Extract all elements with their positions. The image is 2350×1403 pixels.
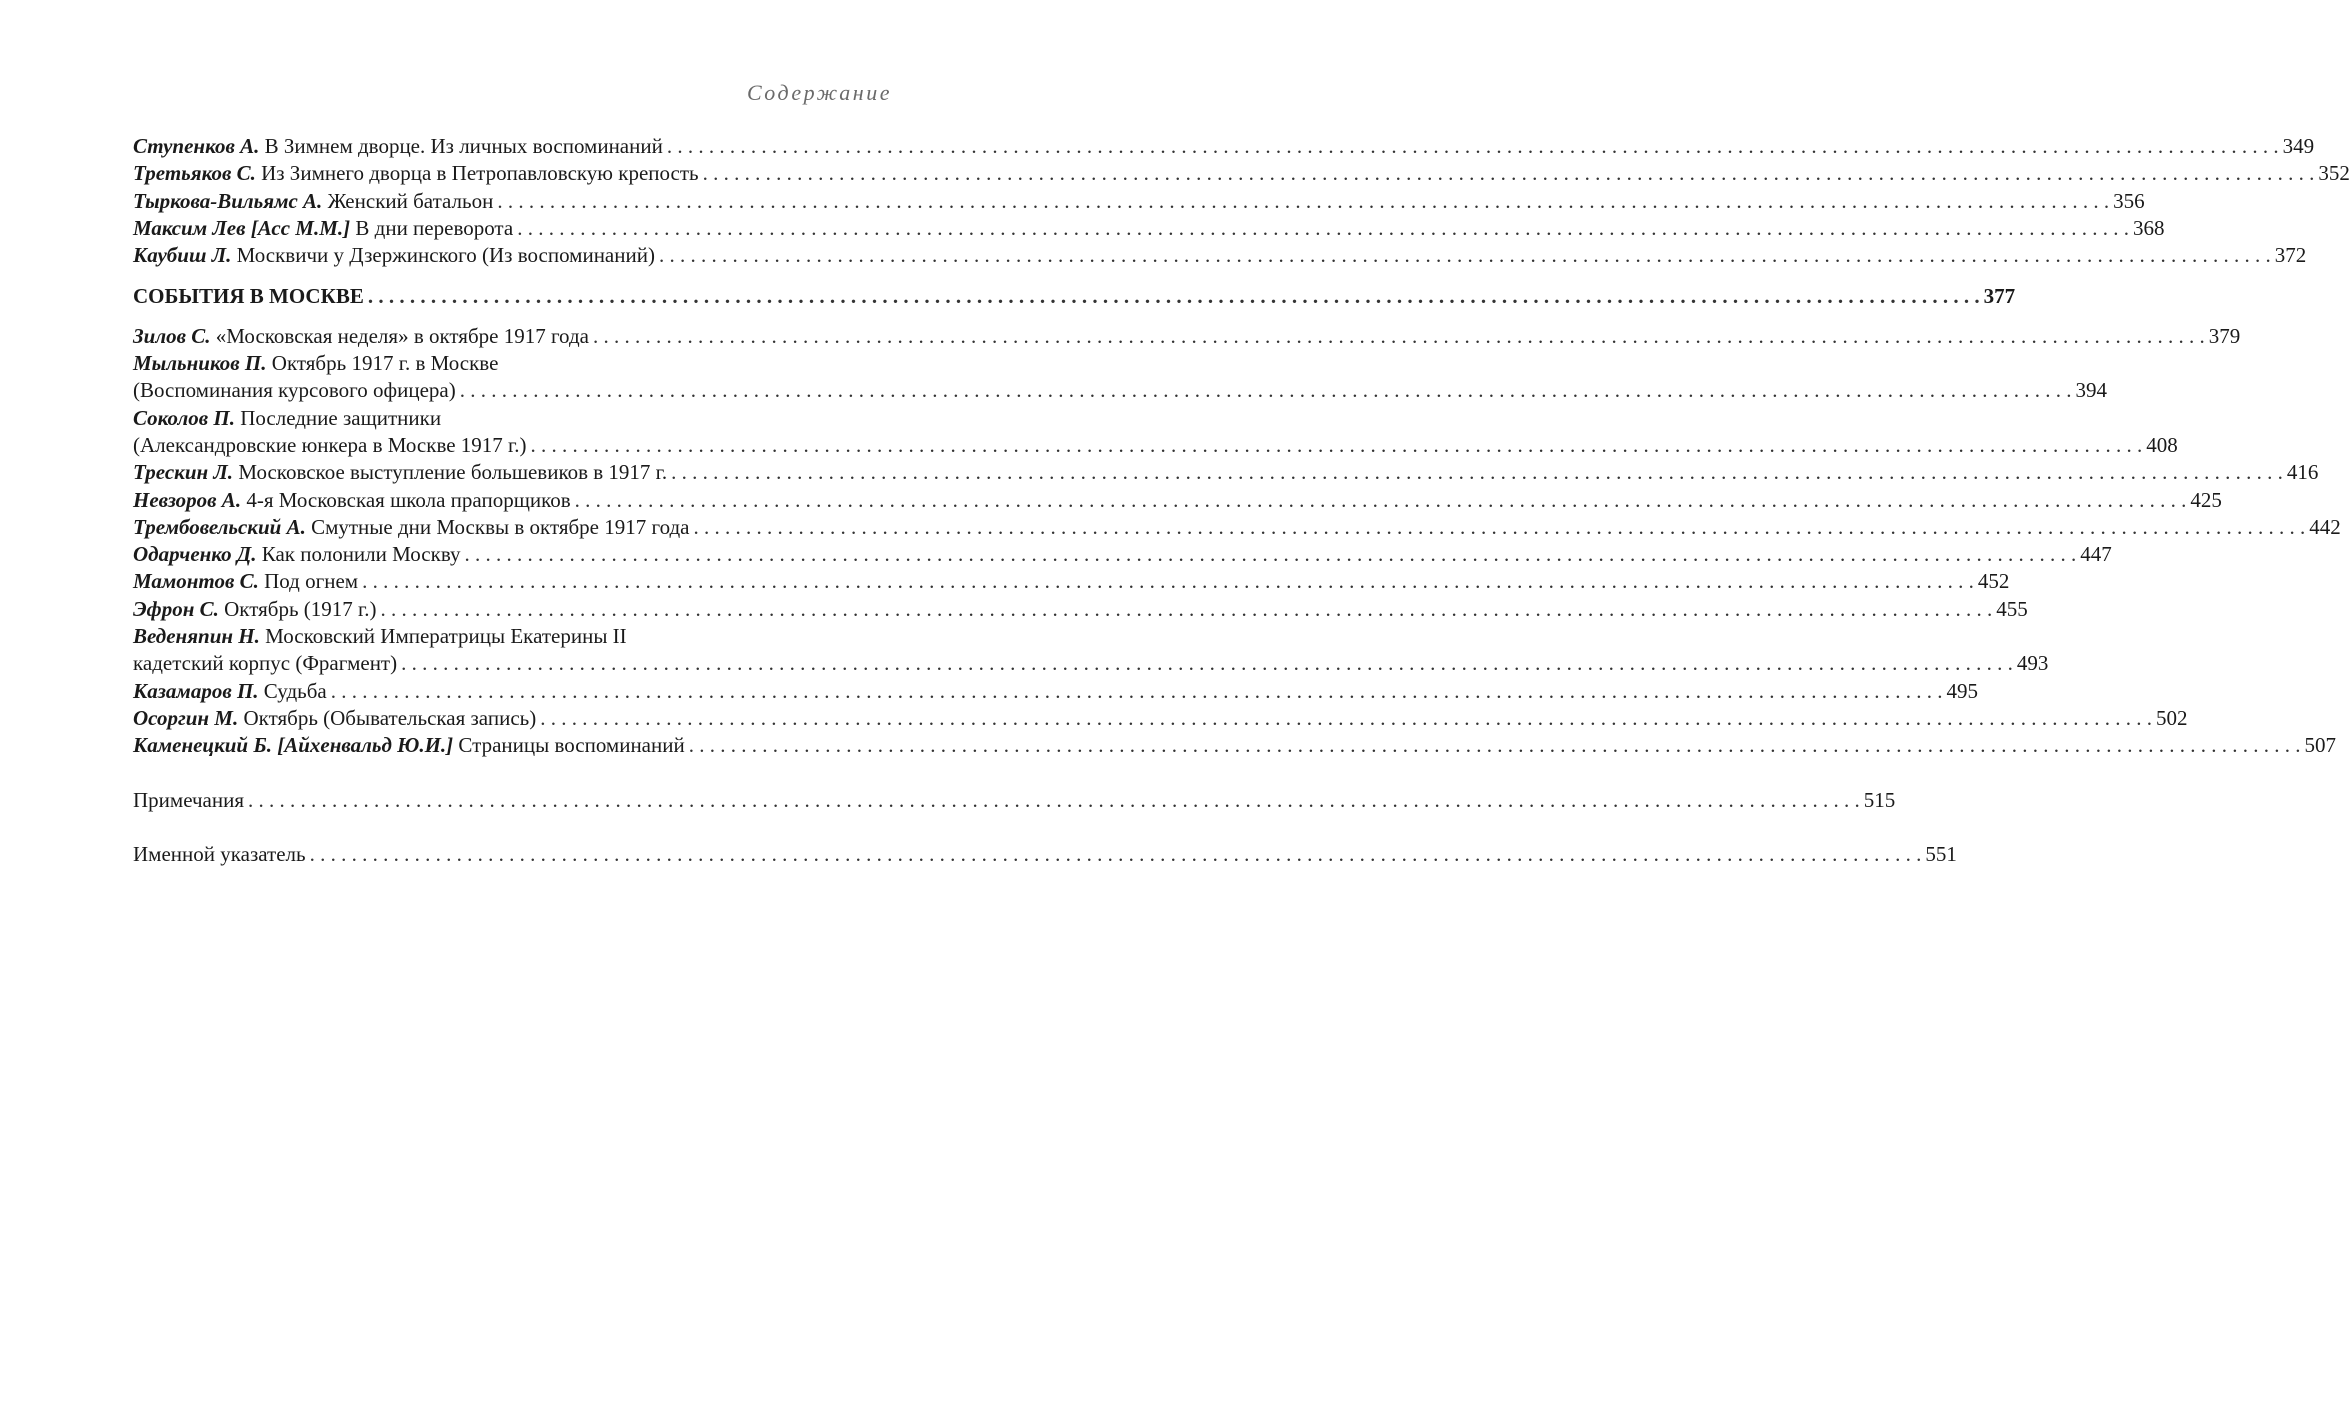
leader-dots — [667, 133, 2279, 160]
toc-page-number: 368 — [2132, 215, 2165, 240]
toc-page-number: 408 — [2146, 432, 2178, 457]
toc-page-number: 455 — [1996, 596, 2028, 621]
toc-entry-efron[interactable] — [133, 596, 2028, 623]
leader-dots — [248, 787, 1860, 814]
toc-entry-tyrkova[interactable] — [133, 188, 2145, 215]
toc-author: Осоргин М. — [133, 705, 239, 730]
toc-title: Из Зимнего дворца в Петропавловскую крепость — [261, 161, 699, 186]
leader-dots — [540, 705, 2152, 732]
toc-title: Женский батальон — [327, 188, 494, 213]
toc-entry-vedenyapin-line2[interactable] — [133, 650, 2049, 677]
toc-title: (Воспоминания курсового офицера) — [133, 378, 456, 403]
leader-dots — [465, 541, 2077, 568]
toc-entry-notes[interactable] — [133, 787, 1896, 814]
leader-dots — [689, 732, 2301, 759]
toc-entry-sokolov-line2[interactable] — [133, 432, 2178, 459]
toc-page-number: 377 — [1983, 284, 2016, 309]
toc-author: Казамаров П. — [133, 678, 259, 703]
toc-entry-odarchenko[interactable] — [133, 541, 2112, 568]
toc-title: Страницы воспоминаний — [458, 733, 685, 758]
leader-dots — [659, 242, 2271, 269]
toc-title: Московский Императрицы Екатерины II — [265, 624, 627, 649]
toc-entry-maksim-lev[interactable] — [133, 215, 2165, 242]
toc-author: Ступенков А. — [133, 134, 260, 158]
toc-entry-kamenetsky[interactable] — [133, 732, 2336, 759]
toc-author: Зилов С. — [133, 323, 211, 348]
toc-author: Мыльников П. — [133, 351, 267, 376]
toc-entry-treskin[interactable] — [133, 459, 2319, 486]
toc-author: Каменецкий Б. [Айхенвальд Ю.И.] — [133, 733, 454, 758]
toc-page-number: 356 — [2113, 188, 2145, 213]
toc-title: Октябрь (Обывательская запись) — [243, 705, 537, 730]
toc-title: Под огнем — [264, 569, 359, 594]
leader-dots — [517, 215, 2129, 242]
toc-author: Соколов П. — [133, 405, 235, 430]
toc-entry-osorgin[interactable] — [133, 705, 2188, 732]
leader-dots — [703, 160, 2315, 187]
table-of-contents — [133, 133, 2350, 868]
toc-entry-mamontov[interactable] — [133, 568, 2010, 595]
toc-page-number: 349 — [2282, 134, 2315, 158]
leader-dots — [362, 568, 1974, 595]
toc-title: Москвичи у Дзержинского (Из воспоминаний) — [236, 243, 655, 268]
toc-title: Именной указатель — [133, 841, 306, 866]
toc-author: Эфрон С. — [133, 596, 219, 621]
leader-dots — [531, 432, 2143, 459]
spacer — [133, 760, 871, 787]
toc-title: Как полонили Москву — [261, 542, 461, 567]
toc-author: Одарченко Д. — [133, 542, 257, 567]
toc-page-number: 442 — [2309, 514, 2341, 539]
toc-author: Трембовельский А. — [133, 514, 306, 539]
toc-author: Невзоров А. — [133, 487, 242, 512]
toc-entry-tretyakov[interactable] — [133, 160, 2350, 187]
section-title: СОБЫТИЯ В МОСКВЕ — [133, 284, 364, 309]
toc-page-number: 416 — [2286, 460, 2319, 485]
toc-author: Мамонтов С. — [133, 569, 259, 594]
toc-page-number: 502 — [2155, 705, 2188, 730]
toc-title: В дни переворота — [355, 215, 514, 240]
toc-entry-vedenyapin-line1[interactable] — [133, 623, 871, 650]
toc-title: Последние защитники — [240, 405, 442, 430]
leader-dots — [368, 283, 1980, 310]
spacer — [133, 814, 871, 841]
leader-dots — [593, 323, 2205, 350]
toc-title: Октябрь 1917 г. в Москве — [271, 351, 499, 376]
toc-author: Максим Лев [Асс М.М.] — [133, 215, 351, 240]
toc-page-number: 425 — [2190, 487, 2222, 512]
toc-title: В Зимнем дворце. Из личных воспоминаний — [264, 134, 663, 158]
leader-dots — [671, 459, 2283, 486]
toc-entry-mylnikov-line2[interactable] — [133, 377, 2107, 404]
toc-title: Судьба — [263, 678, 327, 703]
leader-dots — [460, 377, 2072, 404]
toc-page-number: 372 — [2274, 243, 2307, 268]
toc-title: 4-я Московская школа прапорщиков — [246, 487, 571, 512]
toc-title: «Московская неделя» в октябре 1917 года — [215, 323, 589, 348]
toc-entry-index[interactable] — [133, 841, 1957, 868]
toc-entry-kaubish[interactable] — [133, 242, 2307, 269]
toc-entry-sokolov-line1[interactable] — [133, 405, 871, 432]
toc-author: Третьяков С. — [133, 161, 256, 186]
toc-entry-kazamarov[interactable] — [133, 678, 1978, 705]
toc-title: Примечания — [133, 787, 245, 812]
leader-dots — [575, 487, 2187, 514]
toc-page-number: 495 — [1946, 678, 1978, 703]
toc-title: кадетский корпус (Фрагмент) — [133, 651, 398, 676]
toc-page-number: 551 — [1925, 841, 1957, 866]
leader-dots — [497, 188, 2109, 215]
toc-author: Каубиш Л. — [133, 243, 232, 268]
toc-page-number: 394 — [2075, 378, 2107, 403]
toc-title: Смутные дни Москвы в октябре 1917 года — [311, 514, 690, 539]
toc-author: Трескин Л. — [133, 460, 234, 485]
leader-dots — [310, 841, 1922, 868]
toc-entry-nevzorov[interactable] — [133, 487, 2222, 514]
leader-dots — [401, 650, 2013, 677]
toc-page-number: 507 — [2304, 733, 2336, 758]
toc-entry-mylnikov-line1[interactable] — [133, 350, 871, 377]
toc-title: (Александровские юнкера в Москве 1917 г.) — [133, 432, 527, 457]
toc-page-number: 452 — [1977, 569, 2010, 594]
toc-entry-stupenkov[interactable] — [133, 133, 2315, 160]
leader-dots — [694, 514, 2306, 541]
toc-page-number: 352 — [2318, 161, 2350, 186]
toc-title: Октябрь (1917 г.) — [224, 596, 377, 621]
leader-dots — [331, 678, 1943, 705]
toc-author: Веденяпин Н. — [133, 624, 260, 649]
toc-page-number: 379 — [2208, 323, 2241, 348]
toc-page-number: 493 — [2016, 651, 2049, 676]
toc-page-number: 447 — [2080, 542, 2112, 567]
toc-author: Тыркова-Вильямс А. — [133, 188, 323, 213]
toc-section-moscow[interactable] — [133, 283, 2016, 310]
running-head: Содержание — [746, 80, 892, 105]
toc-title: Московское выступление большевиков в 1917 г. — [238, 460, 668, 485]
toc-entry-zilov[interactable] — [133, 323, 2241, 350]
leader-dots — [381, 596, 1993, 623]
toc-page-number: 515 — [1863, 787, 1896, 812]
toc-entry-trembovelsky[interactable] — [133, 514, 2341, 541]
